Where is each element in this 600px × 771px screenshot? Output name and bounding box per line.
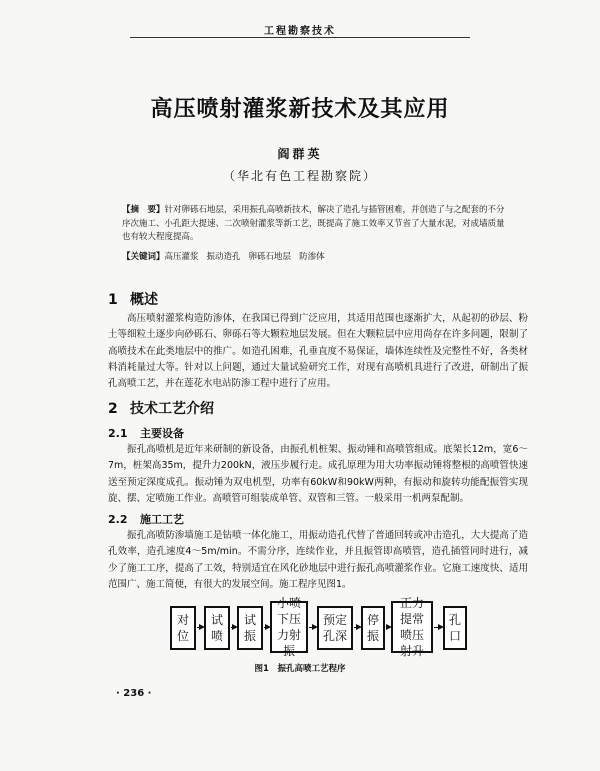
flow-step: 预定孔深 <box>317 606 353 650</box>
section-number: 2 <box>108 401 118 417</box>
author: 阎群英 <box>277 147 323 161</box>
keyword: 振动造孔 <box>206 252 241 262</box>
section-number: 1 <box>108 292 118 308</box>
subsection-title: 主要设备 <box>140 427 184 440</box>
affiliation: （华北有色工程勘察院） <box>222 169 377 183</box>
flow-arrow <box>197 627 203 628</box>
subsection-title: 施工工艺 <box>140 513 184 526</box>
section-1-paragraph: 高压喷射灌浆构造防渗体，在我国已得到广泛应用，其适用范围也逐渐扩大，从起初的砂层、粉土等细粒土逐步向砂砾石、卵砾石等大颗粒地层发展。但在大颗粒层中应用尚存在许多问题，限制了高喷技术在此类地层中的推广。如造孔困难，孔垂直度不易保证，墙体连续性及完整性不好，各类材料消耗量过大等。针对以上问题，通过大量试验研究工作，对现有高喷机具进行了改进，研制出了振孔高喷工艺，并在莲花水电站防渗工程中进行了应用。 <box>108 313 528 390</box>
abstract-label: 【摘 要】 <box>122 205 165 215</box>
subsection-number: 2.2 <box>108 513 128 526</box>
flow-arrow <box>386 627 390 628</box>
keyword: 高压灌浆 <box>164 252 199 262</box>
section-title: 概述 <box>130 292 158 308</box>
keyword: 防渗体 <box>299 252 325 262</box>
flow-arrow <box>264 627 269 628</box>
flow-arrow <box>354 627 360 628</box>
page-number: · 236 · <box>116 688 152 699</box>
running-header: 工程勘察技术 <box>264 26 336 37</box>
flow-step: 孔口 <box>443 606 467 650</box>
subsection-2-1-paragraph: 振孔高喷机是近年来研制的新设备，由振孔机桩架、振动锤和高喷管组成。底架长12m，宽6～7m，桩架高35m，提升力200kN，液压步履行走。成孔原理为用大功率振动锤将整根的高喷管快速送至预定深度成孔。振动锤为双电机型，功率有60kW和90kW两种，有振动和旋转功能配振管实现旋、摆、定喷施工作业。高喷管可组装成单管、双管和三管。一般采用一机两泵配制。 <box>108 444 528 504</box>
flow-step: 对位 <box>170 606 196 650</box>
flow-arrow <box>231 627 236 628</box>
abstract-text: 针对卵砾石地层，采用振孔高喷新技术，解决了造孔与插管困难，并创造了与之配套的不分序次施工、小孔距大提速、二次喷射灌浆等新工艺，既提高了施工效率又节省了大量水泥，对成墙质量也有较大程度提高。 <box>122 205 505 242</box>
paper-title: 高压喷射灌浆新技术及其应用 <box>150 97 450 122</box>
flow-step: 小喷下压力射振 <box>270 601 308 653</box>
flow-arrow <box>434 627 442 628</box>
keywords-label: 【关键词】 <box>122 252 165 262</box>
subsection-number: 2.1 <box>108 427 128 440</box>
flow-arrow <box>309 627 316 628</box>
keyword: 卵砾石地层 <box>248 252 292 262</box>
figure-caption: 图1 振孔高喷工艺程序 <box>254 664 346 674</box>
flow-step: 停振 <box>361 606 385 650</box>
flow-step: 正力提常喷压射升 <box>391 601 433 653</box>
section-title: 技术工艺介绍 <box>130 401 214 417</box>
flow-step: 试喷 <box>204 606 230 650</box>
subsection-2-2-paragraph: 振孔高喷防渗墙施工是钻喷一体化施工，用振动造孔代替了普通回转或冲击造孔，大大提高了造孔效率，造孔速度4～5m/min。不需分序，连续作业，并且振管即高喷管，造孔插管同时进行，减少了施工工序，提高了工效，特别适宜在风化砂地层中进行振孔高喷灌浆作业。它施工速度快、适用范围广、施工简便，有很大的发展空间。施工程序见图1。 <box>108 530 528 590</box>
flow-step: 试振 <box>237 606 263 650</box>
